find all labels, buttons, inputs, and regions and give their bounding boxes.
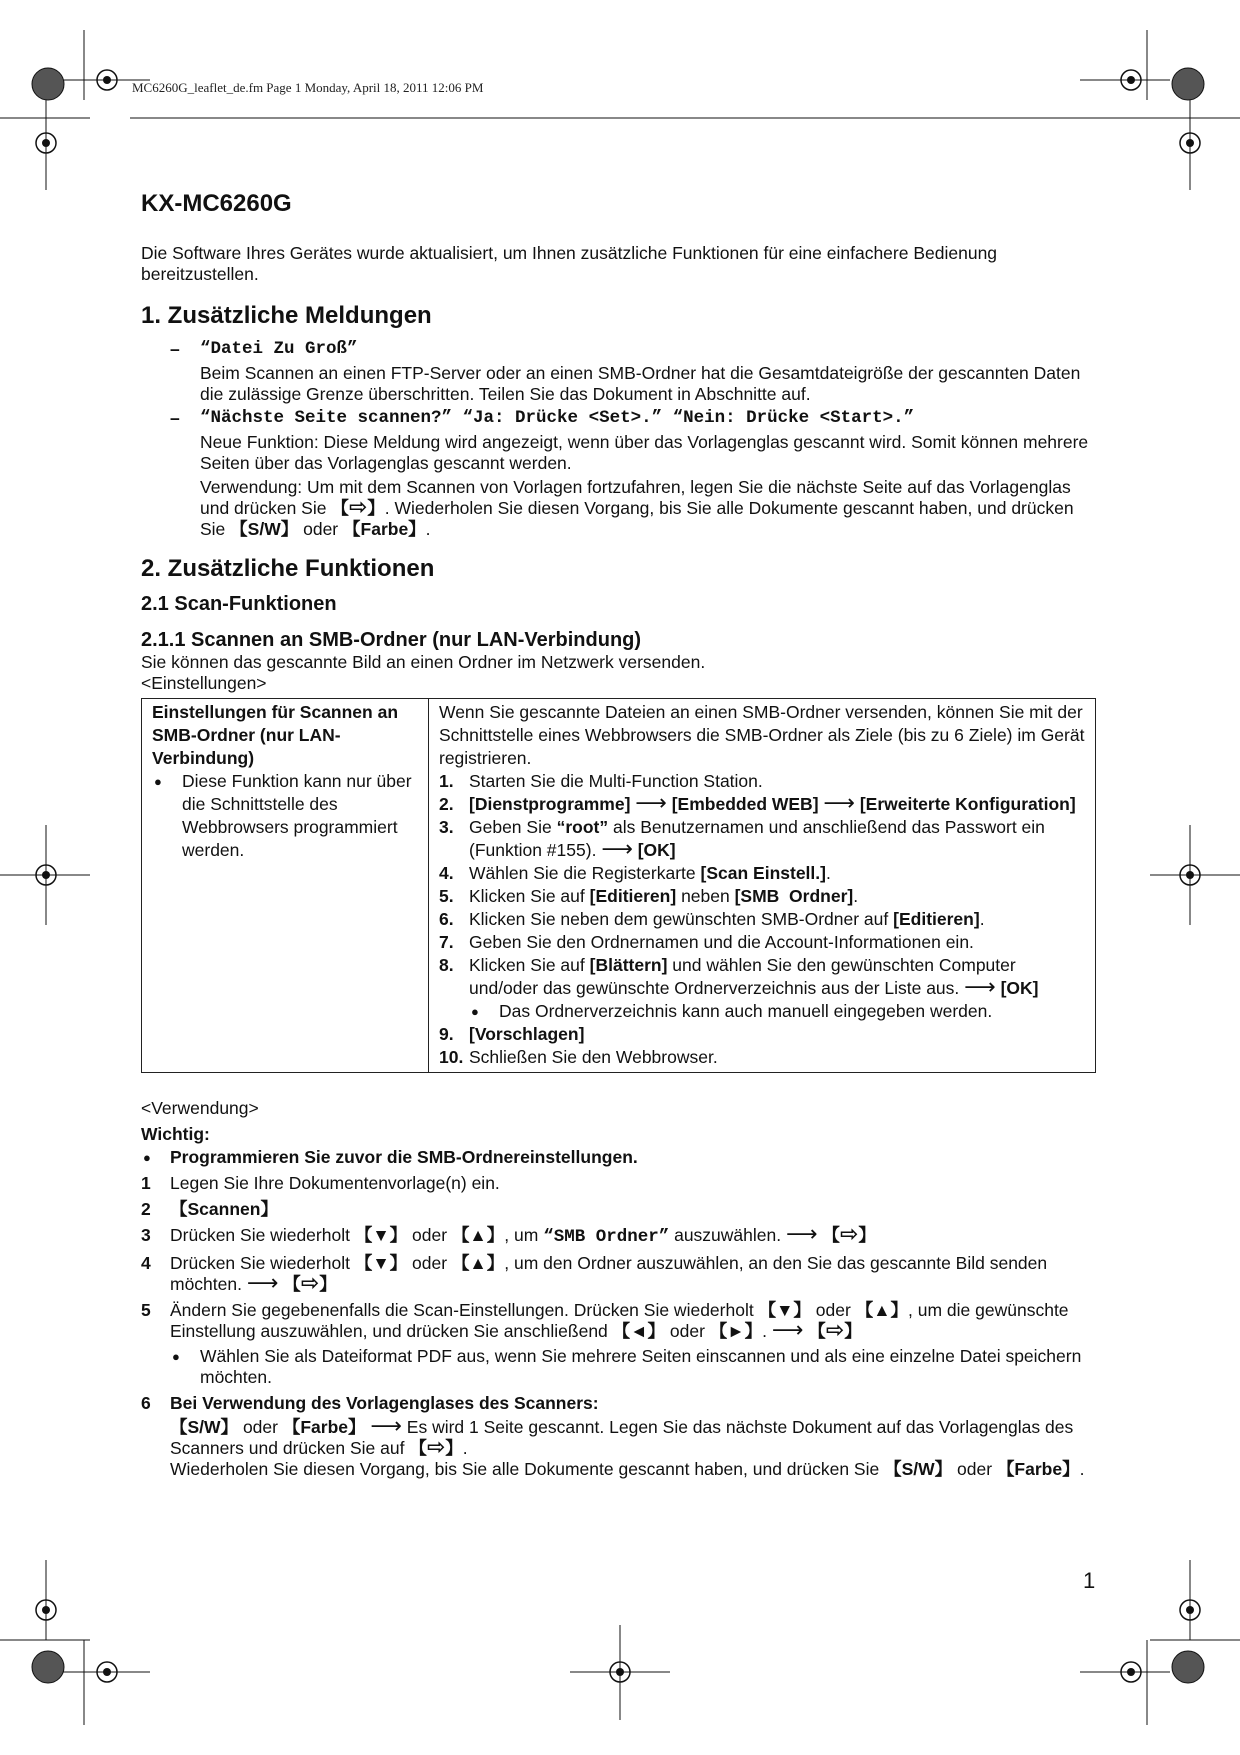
list-item: 3 Drücken Sie wiederholt 【▼】 oder 【▲】, um “SMB Ordner” auszuwählen. ⟶ 【⇨】 [141,1221,876,1247]
step-item: 9. [Vorschlagen] [439,1024,585,1044]
subsection-heading: 2.1 Scan-Funktionen [141,593,337,615]
message-usage: Verwendung: Um mit dem Scannen von Vorlagen fortzufahren, legen Sie die nächste Seite auf das Vorlagenglas und drücken Sie 【⇨】. Wiederholen Sie diesen Vorgang, bis Sie alle Dokumente gescannt haben, und drücken Sie 【S/W】 oder 【Farbe】. [200,477,1074,539]
step-item: 2. [Dienstprogramme] ⟶ [Embedded WEB] ⟶ [Erweiterte Konfiguration] [439,790,1076,815]
usage-steps [141,1147,1096,1480]
subsubsection-heading: 2.1.1 Scannen an SMB-Ordner (nur LAN-Verbindung) [141,629,642,651]
message-name: “Datei Zu Groß” [200,339,358,359]
settings-table [141,698,1096,1073]
step-item: 10. Schließen Sie den Webbrowser. [439,1047,718,1067]
step-item: 3. Geben Sie “root” als Benutzernamen und anschließend das Passwort ein (Funktion #155). ⟶ [OK] [439,817,1045,861]
list-item: ● Programmieren Sie zuvor die SMB-Ordnereinstellungen. [141,1147,1096,1168]
list-item: 4 Drücken Sie wiederholt 【▼】 oder 【▲】, um den Ordner auszuwählen, an den Sie das gescannte Bild senden möchten. ⟶ 【⇨】 [141,1253,1048,1295]
step-item: 8. Klicken Sie auf [Blättern] und wählen Sie den gewünschten Computer und/oder das gewünschte Ordnerverzeichnis aus der Liste aus. ⟶ [OK] ● Das Ordnerverzeichnis kann auch manuell eingegeben werden. [439,954,1085,1023]
file-header: MC6260G_leaflet_de.fm Page 1 Monday, April 18, 2011 12:06 PM [132,80,484,95]
settings-note: ● Diese Funktion kann nur über die Schnittstelle des Webbrowsers programmiert werden. [152,770,418,862]
step-subnote: ● Wählen Sie als Dateiformat PDF aus, wenn Sie mehrere Seiten einscannen und als eine einzelne Datei speichern möchten. [170,1346,1096,1388]
section1-heading: 1. Zusätzliche Meldungen [141,302,432,329]
settings-label: <Einstellungen> [141,673,267,693]
section-description: Sie können das gescannte Bild an einen Ordner im Netzwerk versenden. [141,652,706,672]
settings-left-cell [142,699,429,1073]
message-name: “Nächste Seite scannen?” “Ja: Drücke <Set>.” “Nein: Drücke <Start>.” [200,408,915,428]
step-item: 1. Starten Sie die Multi-Function Station. [439,771,763,791]
document-body [141,189,1096,1485]
list-item: 2 【Scannen】 [141,1199,278,1219]
message-item: – “Datei Zu Groß” Beim Scannen an einen FTP-Server oder an einen SMB-Ordner hat die Gesamtdateigröße der gescannten Daten die zulässige Grenze überschritten. Teilen Sie das Dokument in Abschnitte auf. [141,339,1096,405]
message-item: – “Nächste Seite scannen?” “Ja: Drücke <Set>.” “Nein: Drücke <Start>.” Neue Funktion: Diese Meldung wird angezeigt, wenn über das Vorlagenglas gescannt wird. Somit können mehrere Seiten über das Vorlagenglas gescannt werden. Verwendung: Um mit dem Scannen von Vorlagen fortzufahren, legen Sie die nächste Seite auf das Vorlagenglas und drücken Sie 【⇨】. Wiederholen Sie diesen Vorgang, bis Sie alle Dokumente gescannt haben, und drücken Sie 【S/W】 oder 【Farbe】. [141,408,1096,540]
step-item: 7. Geben Sie den Ordnernamen und die Account-Informationen ein. [439,932,974,952]
step-subnote: ● Das Ordnerverzeichnis kann auch manuell eingegeben werden. [469,1000,1085,1023]
usage-label: <Verwendung> [141,1098,259,1118]
step-item: 5. Klicken Sie auf [Editieren] neben [SMB Ordner]. [439,886,859,906]
list-item: 1 Legen Sie Ihre Dokumentenvorlage(n) ein. [141,1173,500,1193]
message-description: Neue Funktion: Diese Meldung wird angezeigt, wenn über das Vorlagenglas gescannt wird. Somit können mehrere Seiten über das Vorlagenglas gescannt werden. [200,432,1089,473]
list-item: 5 Ändern Sie gegebenenfalls die Scan-Einstellungen. Drücken Sie wiederholt 【▼】 oder 【▲】, um die gewünschte Einstellung auszuwählen, und drücken Sie anschließend 【◄】 oder 【►】. ⟶ 【⇨】 ● Wählen Sie als Dateiformat PDF aus, wenn Sie mehrere Seiten einscannen und als eine einzelne Datei speichern möchten. [141,1300,1096,1388]
settings-steps [439,770,1085,1069]
settings-intro: Wenn Sie gescannte Dateien an einen SMB-Ordner versenden, können Sie mit der Schnittstelle eines Webbrowsers die SMB-Ordner als Ziele (bis zu 6 Ziele) im Gerät registrieren. [439,702,1085,768]
list-item: 6 Bei Verwendung des Vorlagenglases des Scanners: 【S/W】 oder 【Farbe】 ⟶ Es wird 1 Seite gescannt. Legen Sie das nächste Dokument auf das Vorlagenglas des Scanners und drücken Sie auf 【⇨】. Wiederholen Sie diesen Vorgang, bis Sie alle Dokumente gescannt haben, und drücken Sie 【S/W】 oder 【Farbe】. [141,1393,1085,1479]
important-label: Wichtig: [141,1124,210,1144]
intro-paragraph: Die Software Ihres Gerätes wurde aktualisiert, um Ihnen zusätzliche Funktionen für eine einfachere Bedienung bereitzustellen. [141,243,998,284]
message-description: Beim Scannen an einen FTP-Server oder an einen SMB-Ordner hat die Gesamtdateigröße der gescannten Daten die zulässige Grenze überschritten. Teilen Sie das Dokument in Abschnitte auf. [200,363,1081,404]
settings-right-cell [429,699,1096,1073]
settings-title: Einstellungen für Scannen an SMB-Ordner (nur LAN-Verbindung) [152,702,399,768]
step-item: 4. Wählen Sie die Registerkarte [Scan Einstell.]. [439,863,831,883]
section2-heading: 2. Zusätzliche Funktionen [141,555,435,582]
page-title: KX-MC6260G [141,190,292,217]
page-number: 1 [1083,1568,1096,1593]
step-item: 6. Klicken Sie neben dem gewünschten SMB-Ordner auf [Editieren]. [439,909,985,929]
